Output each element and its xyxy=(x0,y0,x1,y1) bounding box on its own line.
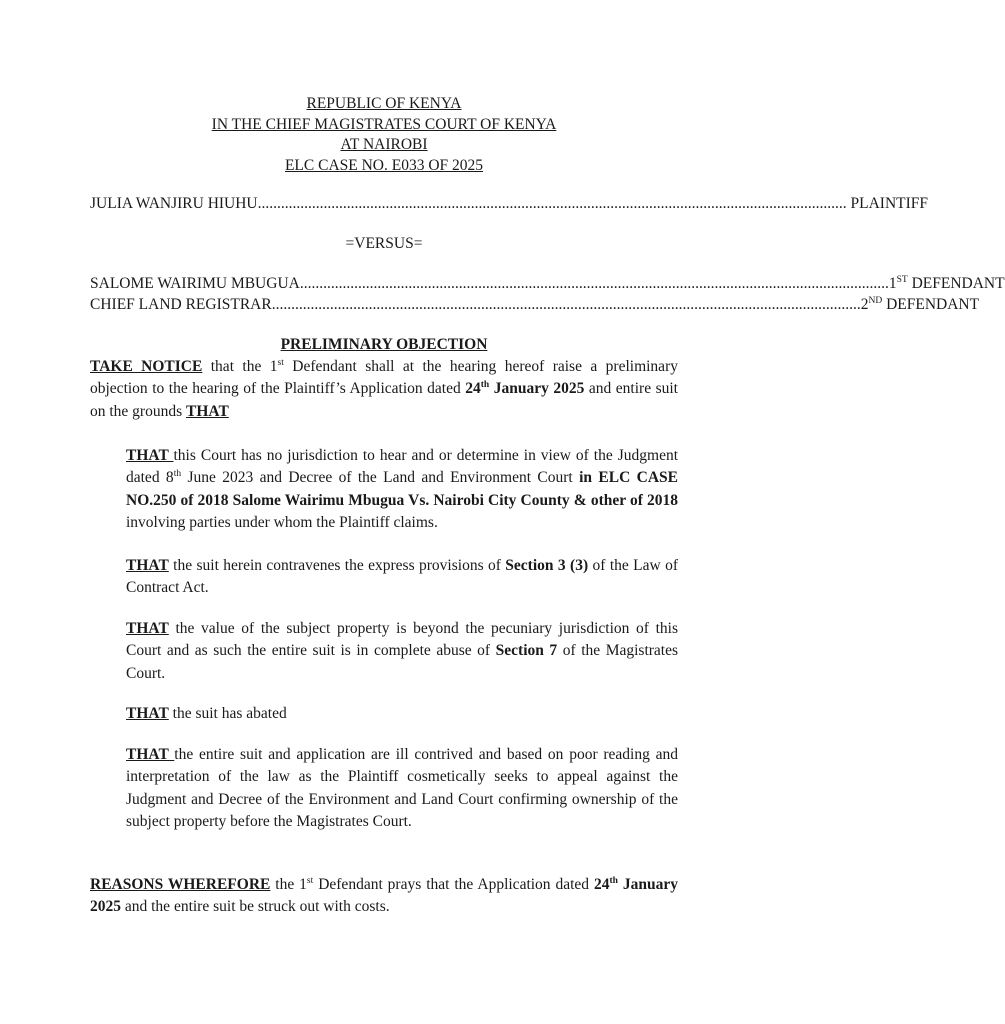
defendant1-line xyxy=(90,274,1005,294)
heading-republic: REPUBLIC OF KENYA xyxy=(306,95,462,112)
defendant1-role: 1ST DEFENDANT xyxy=(888,274,1005,292)
plaintiff-line xyxy=(90,194,929,214)
document-title: PRELIMINARY OBJECTION xyxy=(280,336,488,353)
notice-paragraph: TAKE NOTICE that the 1st Defendant shall at the hearing hereof raise a preliminary objection to the hearing of the Plaintiff’s Application dated 24th January 2025 and entire suit on the grounds THAT xyxy=(90,357,678,420)
heading-case-number: ELC CASE NO. E033 OF 2025 xyxy=(284,156,484,174)
defendant1-name: SALOME WAIRIMU MBUGUA xyxy=(90,275,300,292)
case-heading xyxy=(0,94,768,176)
defendant2-name: CHIEF LAND REGISTRAR xyxy=(90,296,272,313)
defendant2-role: 2ND DEFENDANT xyxy=(860,295,980,313)
defendant2-line xyxy=(90,295,980,315)
leader-dots: ........................................................................................................................................................ xyxy=(257,195,847,212)
versus-label: =VERSUS= xyxy=(345,235,423,252)
ground-2: THAT the suit herein contravenes the express provisions of Section 3 (3) of the Law of Contract Act. xyxy=(126,557,678,597)
heading-court: IN THE CHIEF MAGISTRATES COURT OF KENYA xyxy=(211,115,557,133)
reasons-paragraph: REASONS WHEREFORE the 1st Defendant prays that the Application dated 24th January 2025 and the entire suit be struck out with costs. xyxy=(90,875,679,916)
plaintiff-name: JULIA WANJIRU HIUHU xyxy=(90,195,258,212)
heading-location: AT NAIROBI xyxy=(340,136,428,153)
plaintiff-role: PLAINTIFF xyxy=(850,195,929,212)
ground-1: THAT this Court has no jurisdiction to hear and or determine in view of the Judgment dated 8th June 2023 and Decree of the Land and Environment Court in ELC CASE NO.250 of 2018 Salome Wairimu Mbugua Vs. Nairobi City County & other of 2018 involving parties under whom the Plaintiff claims. xyxy=(126,447,679,531)
leader-dots: ........................................................................................................................................................ xyxy=(271,296,861,313)
ground-5: THAT the entire suit and application are ill contrived and based on poor reading and interpretation of the law as the Plaintiff cosmetically seeks to appeal against the Judgment and Decree of the Environment and Land Court confirming ownership of the subject property before the Magistrates Court. xyxy=(126,746,679,830)
leader-dots: ........................................................................................................................................................ xyxy=(299,275,889,292)
ground-4: THAT the suit has abated xyxy=(126,705,287,722)
ground-3: THAT the value of the subject property is beyond the pecuniary jurisdiction of this Court and as such the entire suit is in complete abuse of Section 7 of the Magistrates Court. xyxy=(126,620,679,682)
